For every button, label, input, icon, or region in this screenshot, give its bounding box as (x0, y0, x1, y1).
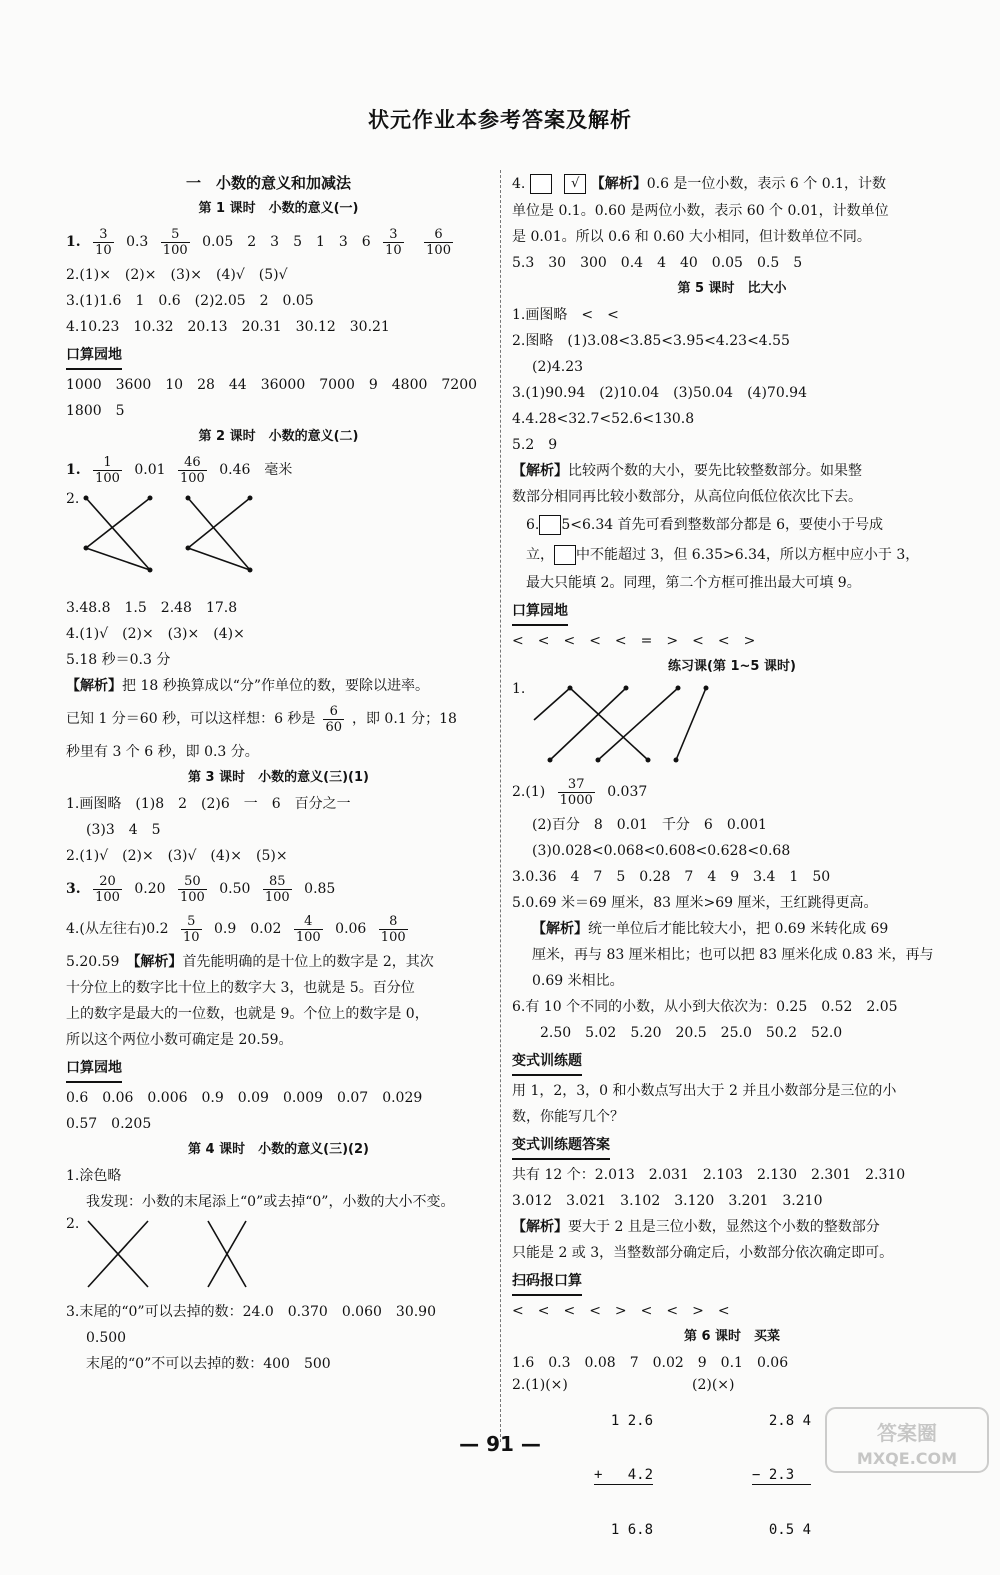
p-explanation-3: 0.69 米相比。 (532, 973, 624, 989)
variant-answer-2: 3.012 3.021 3.102 3.120 3.201 3.210 (512, 1193, 823, 1209)
answer-text: 0.037 (607, 784, 648, 800)
watermark-logo (822, 1404, 992, 1476)
l3-q3 (66, 869, 491, 909)
explanation-text: 0.6 是一位小数，表示 6 个 0.1，计数 (646, 176, 886, 192)
explanation-text: ，即 0.1 分；18 (351, 711, 457, 727)
p-explanation-1 (512, 916, 952, 942)
q-number: 2. (66, 1216, 80, 1232)
numerator: 5 (161, 227, 190, 243)
l5-q3: 3.(1)90.94 (2)10.04 (3)50.04 (4)70.94 (512, 385, 807, 401)
calc-row: 1 6.8 (594, 1522, 654, 1538)
l5-explanation-1 (512, 458, 952, 484)
p-explanation-2: 厘米，再与 83 厘米相比；也可以把 83 厘米化成 0.83 米，再与 (532, 947, 934, 963)
l2-q2 (66, 490, 491, 595)
denominator: 100 (95, 889, 120, 905)
l3-q1: 1.画图略 (1)8 2 (2)6 一 6 百分之一 (66, 796, 351, 812)
unit-title: 一 小数的意义和加减法 (185, 174, 351, 192)
denominator: 1000 (559, 792, 593, 808)
l5-explanation-3 (512, 510, 952, 540)
numerator: 5 (181, 914, 202, 930)
numerator: 3 (383, 227, 404, 243)
r-q4 (512, 170, 952, 198)
oral1-line1: 1000 3600 10 28 44 36000 7000 9 4800 7200 (66, 377, 478, 393)
p-q2c: (3)0.028<0.068<0.608<0.628<0.68 (532, 843, 791, 859)
l1-q3: 3.(1)1.6 1 0.6 (2)2.05 2 0.05 (66, 293, 314, 309)
denominator: 100 (380, 929, 406, 945)
svg-text:MXQE.COM: MXQE.COM (856, 1449, 958, 1468)
answer-text: 0.06 (335, 921, 367, 937)
l5-q4: 4.4.28<32.7<52.6<130.8 (512, 411, 695, 427)
l4-q3: 3.末尾的“0”可以去掉的数：24.0 0.370 0.060 30.90 (66, 1304, 436, 1320)
svg-text:答案圈: 答案圈 (877, 1421, 937, 1445)
answer-text: 0.01 (134, 462, 166, 478)
l4-q3c: 末尾的“0”不可以去掉的数：400 500 (86, 1356, 331, 1372)
scan-tag: 扫码报口算 (512, 1268, 582, 1296)
numerator: 20 (93, 874, 122, 890)
l4-q1: 1.涂色略 (66, 1168, 122, 1184)
lesson-3-title: 第 3 课时 小数的意义(三)(1) (188, 770, 369, 785)
variant-explanation-2: 只能是 2 或 3，当整数部分确定后，小数部分依次确定即可。 (512, 1245, 894, 1261)
variant-question-cont: 数，你能写几个？ (512, 1109, 624, 1125)
q-number: 1. (66, 462, 81, 478)
explanation-text: 统一单位后才能比较大小，把 0.69 米转化成 69 (588, 921, 889, 937)
l2-q5: 5.18 秒＝0.3 分 (66, 652, 171, 668)
explanation-text: 5<6.34 首先可看到整数部分都是 6，要使小于号成 (561, 517, 883, 533)
explanation-text: 首先能明确的是十位上的数字是 2，其次 (182, 954, 434, 970)
q-number: 2. (66, 491, 80, 507)
oral-tag: 口算园地 (512, 598, 568, 626)
jiexi-label: 【解析】 (133, 954, 183, 970)
fraction (263, 874, 292, 905)
l2-explanation-1 (66, 673, 491, 699)
fraction (93, 227, 114, 258)
l1-q1 (66, 222, 491, 262)
vertical-calc-1 (594, 1376, 653, 1575)
answer-text: 5.20.59 (66, 954, 120, 970)
calc-row: 0.5 4 (752, 1522, 812, 1538)
q-number: 4. (512, 176, 526, 192)
l2-q4: 4.(1)√ (2)× (3)× (4)× (66, 626, 245, 642)
l3-q2: 2.(1)√ (2)× (3)√ (4)× (5)× (66, 848, 288, 864)
lesson-6-title: 第 6 课时 买菜 (683, 1329, 781, 1344)
answer-text: 4.(从左往右)0.2 (66, 921, 169, 937)
l5-explanation-2: 数部分相同再比较小数部分，从高位向低位依次比下去。 (512, 489, 862, 505)
fraction (424, 227, 453, 258)
p-q5: 5.0.69 米＝69 厘米，83 厘米>69 厘米，王红跳得更高。 (512, 895, 878, 911)
l3-q4 (66, 909, 491, 949)
numerator: 50 (178, 874, 207, 890)
answer-text: 2.(1)(×) (512, 1377, 568, 1393)
practice-title: 练习课(第 1~5 课时) (668, 659, 796, 674)
denominator: 100 (295, 929, 321, 945)
l5-q2: 2.图略 (1)3.08<3.85<3.95<4.23<4.55 (512, 333, 790, 349)
answer-box-empty (554, 545, 576, 565)
denominator: 100 (179, 470, 205, 486)
scan-answers: < < < < > < < > < (512, 1303, 730, 1319)
fraction (161, 227, 190, 258)
fraction (323, 704, 344, 735)
check-mark: √ (571, 176, 580, 191)
p-q3: 3.0.36 4 7 5 0.28 7 4 9 3.4 1 50 (512, 869, 831, 885)
answer-text: (2)(×) (692, 1377, 735, 1393)
denominator: 10 (95, 242, 112, 258)
q-number: 1. (512, 681, 526, 697)
l4-q2 (66, 1215, 491, 1299)
fraction (181, 914, 202, 945)
calc-row: 1 2.6 (594, 1413, 654, 1429)
numerator: 3 (93, 227, 114, 243)
l3-q5-cont: 上的数字是最大的一位数，也就是 9。个位上的数字是 0， (66, 1006, 429, 1022)
answer-box-checked (564, 174, 586, 194)
answer-text: 0.50 (219, 881, 251, 897)
page-number: — 91 — (459, 1432, 541, 1456)
l2-q3: 3.48.8 1.5 2.48 17.8 (66, 600, 238, 616)
l1-q2: 2.(1)× (2)× (3)× (4)√ (5)√ (66, 267, 288, 283)
matching-lines-diagram (78, 490, 278, 590)
numerator: 85 (263, 874, 292, 890)
jiexi-label: 【解析】 (66, 678, 122, 694)
explanation-text: 6. (526, 517, 540, 533)
p-q1 (512, 680, 952, 772)
explanation-text: 立， (526, 547, 554, 563)
q-number: 2.(1) (512, 784, 546, 800)
lesson-2-title: 第 2 课时 小数的意义(二) (198, 429, 359, 444)
explanation-text: 比较两个数的大小，要先比较整数部分。如果整 (568, 463, 862, 479)
oral2-line1: 0.6 0.06 0.006 0.9 0.09 0.009 0.07 0.029 (66, 1090, 423, 1106)
calc-row: + 4.2 (594, 1467, 654, 1483)
answer-box-empty (539, 515, 561, 535)
explanation-text: 已知 1 分＝60 秒，可以这样想：6 秒是 (66, 711, 316, 727)
jiexi-label: 【解析】 (512, 463, 568, 479)
denominator: 10 (385, 242, 402, 258)
jiexi-label: 【解析】 (532, 921, 588, 937)
variant-answer-tag: 变式训练题答案 (512, 1132, 610, 1160)
l3-q5-cont: 所以这个两位小数可确定是 20.59。 (66, 1032, 293, 1048)
l3-q5 (66, 949, 491, 975)
explanation-text: 中不能超过 3，但 6.35>6.34，所以方框中应小于 3， (576, 547, 920, 563)
denominator: 10 (183, 929, 200, 945)
numerator: 8 (379, 914, 408, 930)
r-q4-cont: 是 0.01。所以 0.6 和 0.60 大小相同，但计数单位不同。 (512, 229, 871, 245)
l2-explanation-2 (66, 699, 491, 739)
page-title: 状元作业本参考答案及解析 (368, 108, 632, 132)
lesson-1-title: 第 1 课时 小数的意义(一) (198, 201, 359, 216)
numerator: 6 (424, 227, 453, 243)
matching-lines-diagram (526, 680, 726, 770)
denominator: 60 (325, 719, 342, 735)
numerator: 6 (323, 704, 344, 720)
variant-answer-1: 共有 12 个：2.013 2.031 2.103 2.130 2.301 2.310 (512, 1167, 906, 1183)
variant-tag: 变式训练题 (512, 1048, 582, 1076)
l6-q1: 1.6 0.3 0.08 7 0.02 9 0.1 0.06 (512, 1355, 789, 1371)
q-number: 1. (66, 234, 81, 250)
jiexi-label: 【解析】 (590, 176, 647, 192)
l3-q1b: (3)3 4 5 (86, 822, 161, 838)
answer-box-empty (530, 174, 552, 194)
oral-tag: 口算园地 (66, 342, 122, 370)
l5-q5: 5.2 9 (512, 437, 558, 453)
denominator: 100 (162, 242, 188, 258)
fraction (93, 455, 122, 486)
fraction (383, 227, 404, 258)
l5-explanation-5: 最大只能填 2。同理，第二个方框可推出最大可填 9。 (526, 575, 861, 591)
fraction (294, 914, 323, 945)
variant-question: 用 1，2，3，0 和小数点写出大于 2 并且小数部分是三位的小 (512, 1083, 897, 1099)
fraction (178, 874, 207, 905)
answer-text: 0.85 (304, 881, 336, 897)
fraction (379, 914, 408, 945)
r-q4-cont: 单位是 0.1。0.60 是两位小数，表示 60 个 0.01，计数单位 (512, 203, 889, 219)
oral-tag: 口算园地 (66, 1055, 122, 1083)
l4-q3b: 0.500 (86, 1330, 127, 1346)
p-q6b: 2.50 5.02 5.20 20.5 25.0 50.2 52.0 (540, 1025, 843, 1041)
oral3-answers: < < < < < = > < < > (512, 633, 756, 649)
answer-text: 0.3 (126, 234, 149, 250)
fraction (558, 777, 595, 808)
oral1-line2: 1800 5 (66, 403, 125, 419)
denominator: 100 (179, 889, 205, 905)
explanation-text: 要大于 2 且是三位小数，显然这个小数的整数部分 (568, 1219, 880, 1235)
numerator: 37 (558, 777, 595, 793)
column-divider (500, 170, 501, 1442)
calc-row: − 2.3 (752, 1466, 811, 1485)
r-q5: 5.3 30 300 0.4 4 40 0.05 0.5 5 (512, 255, 803, 271)
left-column (66, 170, 491, 1377)
fraction (178, 455, 207, 486)
matching-lines-diagram (78, 1215, 278, 1295)
answer-text: 0.05 2 3 5 1 3 6 (202, 234, 371, 250)
vertical-calc-2 (752, 1376, 811, 1575)
denominator: 100 (264, 889, 290, 905)
answer-text: 0.46 毫米 (219, 462, 293, 478)
lesson-4-title: 第 4 课时 小数的意义(三)(2) (188, 1142, 369, 1157)
l3-q5-cont: 十分位上的数字比十位上的数字大 3，也就是 5。百分位 (66, 980, 415, 996)
jiexi-label: 【解析】 (512, 1219, 568, 1235)
p-q6: 6.有 10 个不同的小数，从小到大依次为：0.25 0.52 2.05 (512, 999, 898, 1015)
oral2-line2: 0.57 0.205 (66, 1116, 152, 1132)
p-q2 (512, 772, 952, 812)
l4-q1b: 我发现：小数的末尾添上“0”或去掉“0”，小数的大小不变。 (86, 1194, 455, 1210)
calc-row: 2.8 4 (752, 1413, 812, 1429)
fraction (93, 874, 122, 905)
l2-q1 (66, 450, 491, 490)
l5-explanation-4 (512, 540, 952, 570)
explanation-text: 把 18 秒换算成以“分”作单位的数，要除以进率。 (122, 678, 430, 694)
numerator: 1 (93, 455, 122, 471)
q-number: 3. (66, 881, 81, 897)
denominator: 100 (426, 242, 451, 258)
variant-explanation-1 (512, 1214, 952, 1240)
numerator: 4 (294, 914, 323, 930)
l2-explanation-3: 秒里有 3 个 6 秒，即 0.3 分。 (66, 744, 259, 760)
answer-text: 0.20 (134, 881, 166, 897)
l5-q2b: (2)4.23 (532, 359, 584, 375)
numerator: 46 (178, 455, 207, 471)
answer-text: 0.9 0.02 (214, 921, 282, 937)
lesson-5-title: 第 5 课时 比大小 (677, 281, 787, 296)
l5-q1: 1.画图略 < < (512, 307, 619, 323)
l1-q4: 4.10.23 10.32 20.13 20.31 30.12 30.21 (66, 319, 390, 335)
p-q2b: (2)百分 8 0.01 千分 6 0.001 (532, 817, 767, 833)
denominator: 100 (95, 470, 120, 486)
